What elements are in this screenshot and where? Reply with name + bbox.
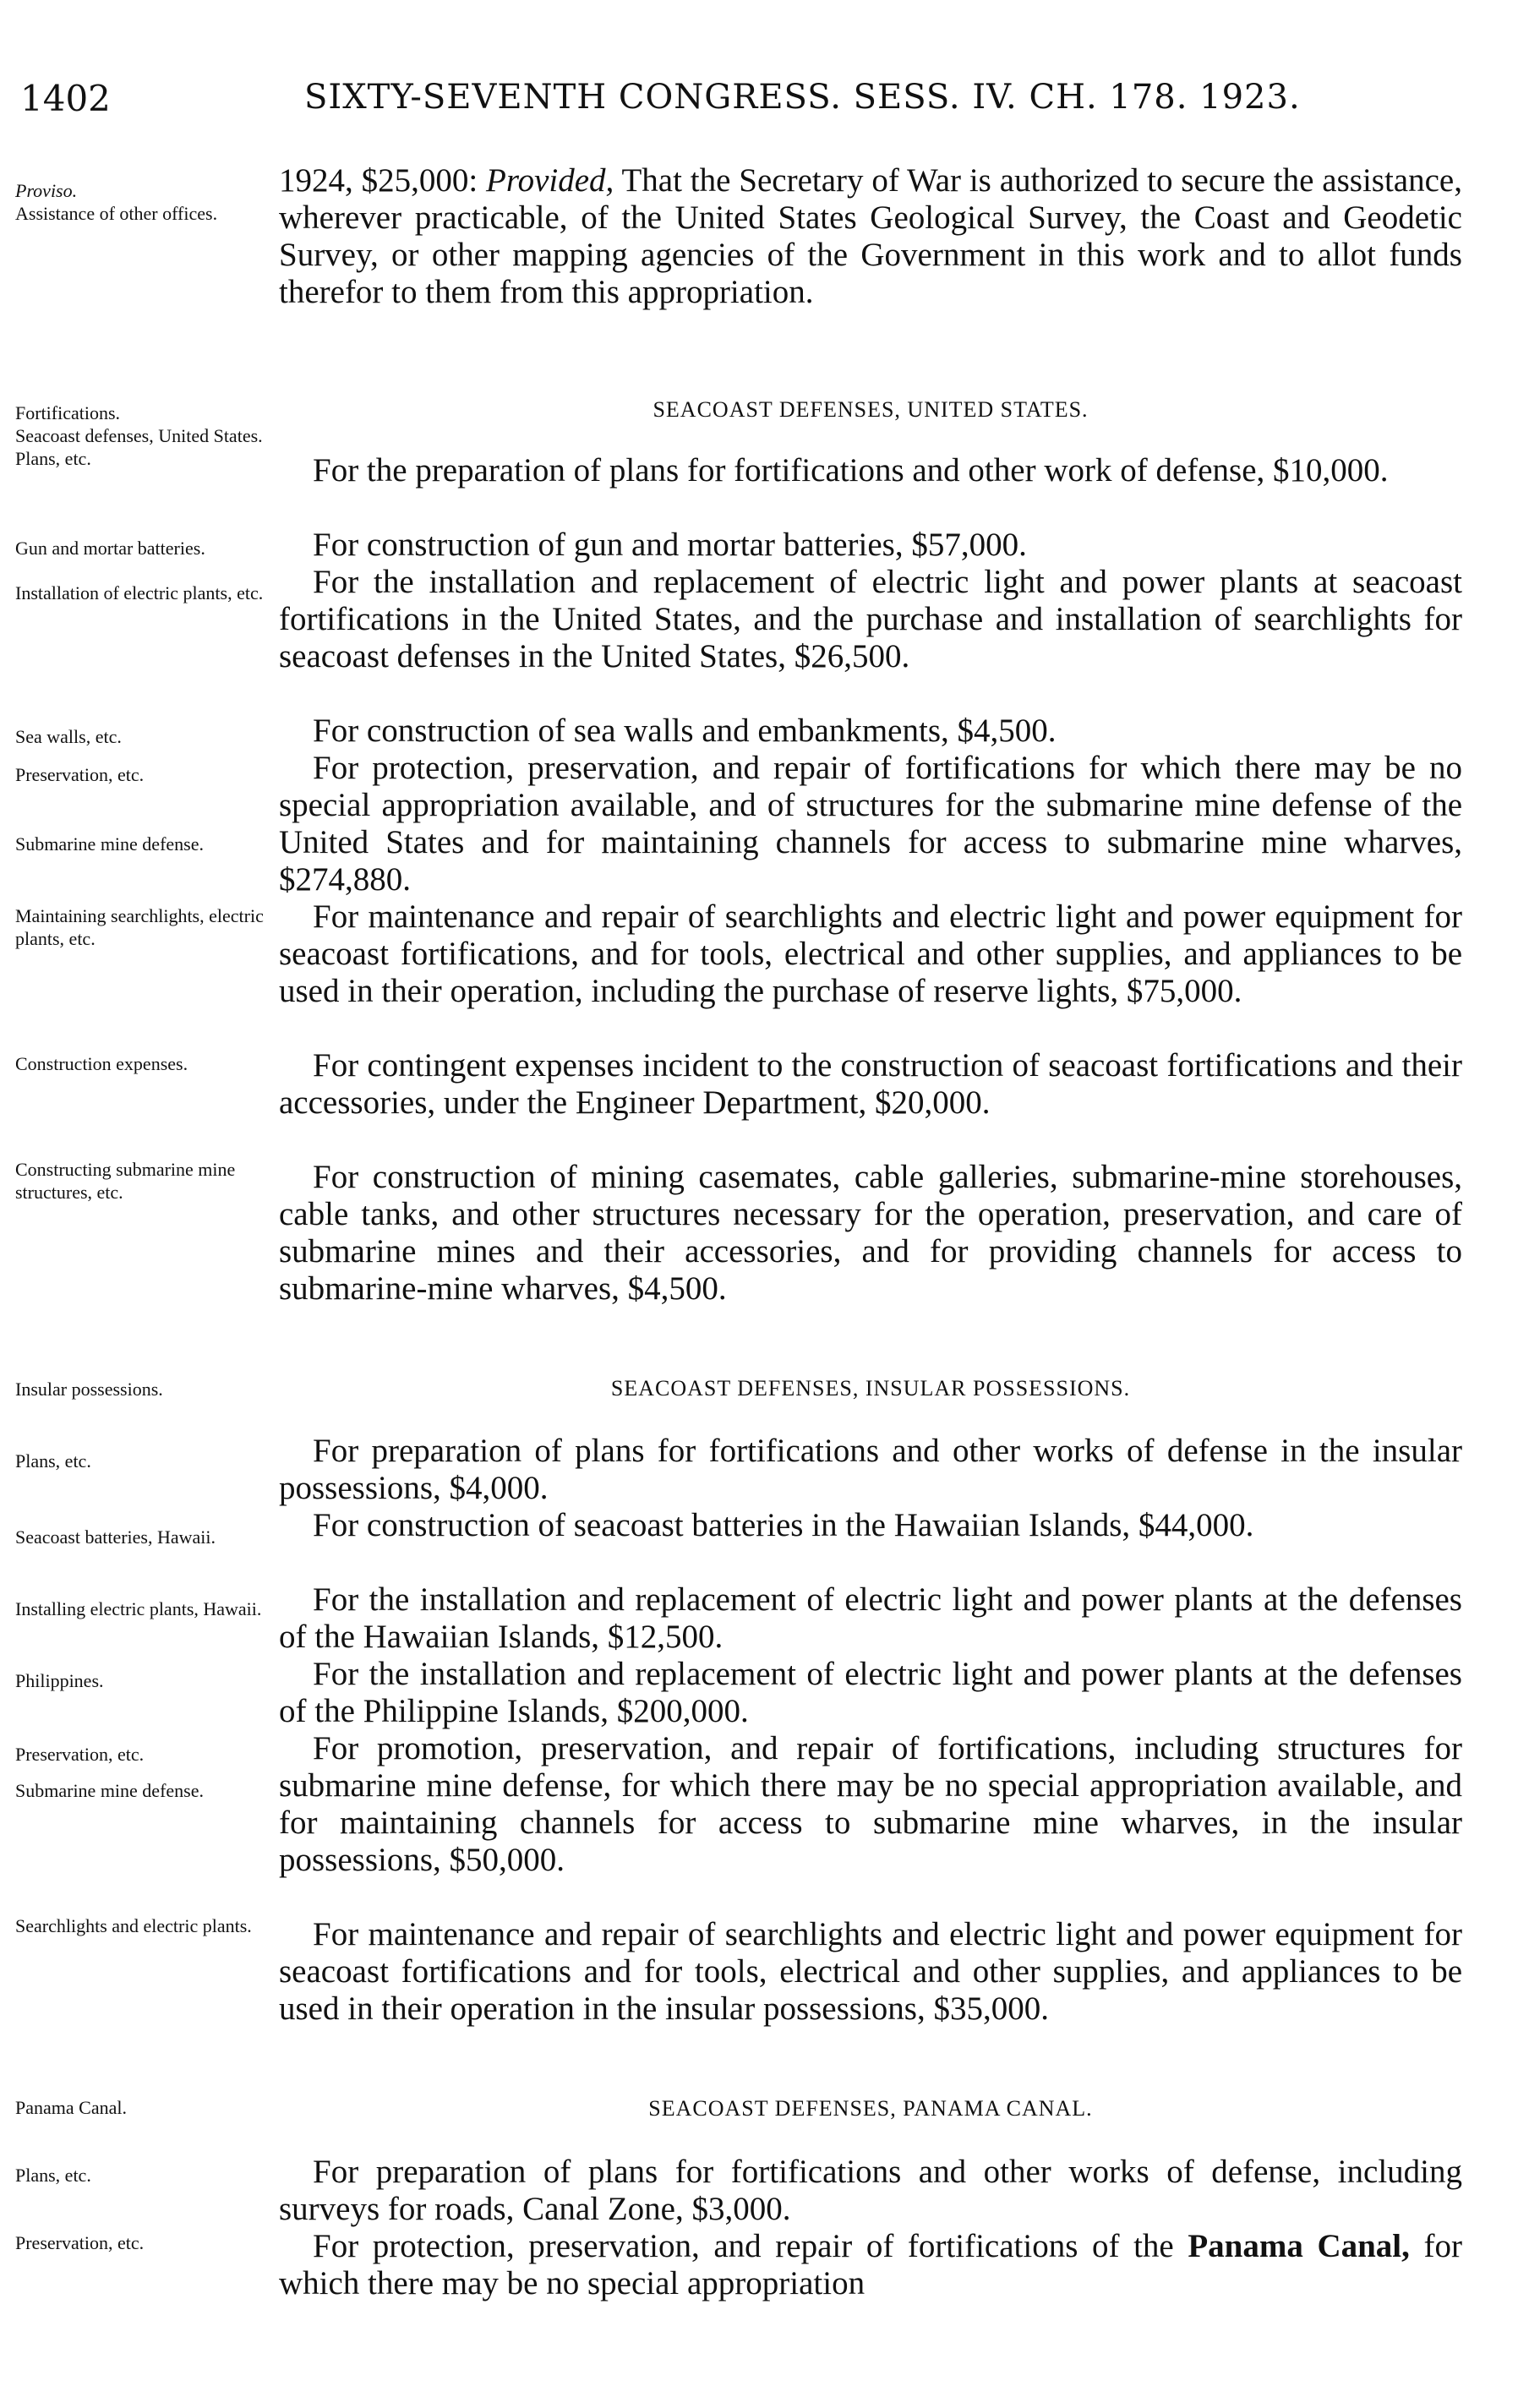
paragraph-us-plans: For the preparation of plans for fortifications and other work of defense, $10,000. [313, 452, 1389, 489]
margin-note-constructing-submarine: Constructing submarine mine structures, etc. [15, 1159, 236, 1203]
paragraph-panama-protection: For protection, preservation, and repair of fortifications of the Panama Canal, for which there may be no special appropriation [279, 2228, 1462, 2302]
margin-note-panama: Panama Canal. [15, 2097, 127, 2118]
margin-note-seacoast-hawaii: Seacoast batteries, Hawaii. [15, 1526, 216, 1548]
margin-note-construction-expenses: Construction expenses. [15, 1053, 188, 1074]
paragraph-us-gun: For construction of gun and mortar batteries, $57,000. [313, 527, 1027, 563]
margin-note-proviso: Proviso. Assistance of other offices. [15, 180, 218, 224]
paragraph-insular-maintenance: For maintenance and repair of searchlights and electric light and power equipment for seacoast fortifications and for tools, electrical and other supplies, and appliances to be used in their operation in the insular possessions, $35,000. [279, 1916, 1462, 2027]
section-heading-panama: SEACOAST DEFENSES, PANAMA CANAL. [648, 2096, 1093, 2121]
margin-note-preservation-us: Preservation, etc. [15, 764, 145, 785]
margin-note-plans-insular: Plans, etc. [15, 1450, 91, 1472]
margin-note-electric-plants: Installation of electric plants, etc. [15, 582, 264, 603]
margin-note-maintaining: Maintaining searchlights, electric plants, etc. [15, 905, 264, 949]
paragraph-panama-plans: For preparation of plans for fortifications and other works of defense, including surveys for roads, Canal Zone, $3,000. [279, 2154, 1462, 2227]
margin-note-submarine-us: Submarine mine defense. [15, 833, 204, 855]
paragraph-insular-hawaii-batteries: For construction of seacoast batteries in the Hawaiian Islands, $44,000. [313, 1507, 1254, 1543]
paragraph-us-contingent: For contingent expenses incident to the construction of seacoast fortifications and their accessories, under the Engineer Department, $20,000. [279, 1047, 1462, 1121]
margin-note-installing-hawaii: Installing electric plants, Hawaii. [15, 1598, 262, 1619]
margin-note-philippines: Philippines. [15, 1670, 104, 1691]
margin-note-sea-walls: Sea walls, etc. [15, 726, 122, 747]
margin-note-gun-mortar: Gun and mortar batteries. [15, 538, 205, 559]
paragraph-us-electric: For the installation and replacement of electric light and power plants at seacoast fortifications in the United States, and the purchase and installation of searchlights for seacoast defenses in the United States, $26,500. [279, 564, 1462, 674]
margin-note-preservation-insular: Preservation, etc. [15, 1744, 145, 1765]
page-number: 1402 [20, 78, 111, 119]
paragraph-us-walls: For construction of sea walls and embankments, $4,500. [313, 713, 1057, 749]
paragraph-us-maintenance: For maintenance and repair of searchlights and electric light and power equipment for seacoast fortifications, and for tools, electrical and other supplies, and appliances to be used in their operation, including the purchase of reserve lights, $75,000. [279, 898, 1462, 1009]
margin-note-insular: Insular possessions. [15, 1379, 163, 1400]
section-heading-us: SEACOAST DEFENSES, UNITED STATES. [653, 397, 1089, 422]
paragraph-insular-philippines: For the installation and replacement of electric light and power plants at the defenses of the Philippine Islands, $200,000. [279, 1656, 1462, 1729]
paragraph-proviso: 1924, $25,000: Provided, That the Secretary of War is authorized to secure the assistance, wherever practicable, of the United States Geological Survey, the Coast and Geodetic Survey, or other mapping agencies of the Government in this work and to allot funds therefor to them from this appropriation. [279, 162, 1462, 310]
paragraph-us-protection: For protection, preservation, and repair of fortifications for which there may be no special appropriation available, and of structures for the submarine mine defense of the United States and for maintaining channels for access to submarine mine wharves, $274,880. [279, 750, 1462, 898]
margin-note-fortifications: Fortifications. Seacoast defenses, United States. Plans, etc. [15, 402, 263, 469]
margin-note-searchlights-insular: Searchlights and electric plants. [15, 1915, 252, 1936]
running-head: SIXTY-SEVENTH CONGRESS. SESS. IV. CH. 178. 1923. [304, 78, 1301, 117]
margin-note-preservation-panama: Preservation, etc. [15, 2232, 145, 2253]
paragraph-us-mining: For construction of mining casemates, cable galleries, submarine-mine storehouses, cable tanks, and other structures necessary for the operation, preservation, and care of submarine mines and their accessories, and for providing channels for access to submarine-mine wharves, $4,500. [279, 1159, 1462, 1307]
paragraph-insular-plans: For preparation of plans for fortifications and other works of defense in the insular possessions, $4,000. [279, 1433, 1462, 1506]
paragraph-insular-hawaii-plants: For the installation and replacement of electric light and power plants at the defenses of the Hawaiian Islands, $12,500. [279, 1581, 1462, 1655]
section-heading-insular: SEACOAST DEFENSES, INSULAR POSSESSIONS. [610, 1376, 1131, 1401]
paragraph-insular-promotion: For promotion, preservation, and repair of fortifications, including structures for submarine mine defense, for which there may be no special appropriation available, and for maintaining channels for access to submarine mine wharves, in the insular possessions, $50,000. [279, 1730, 1462, 1878]
margin-note-submarine-insular: Submarine mine defense. [15, 1780, 204, 1801]
margin-note-plans-panama: Plans, etc. [15, 2165, 91, 2186]
